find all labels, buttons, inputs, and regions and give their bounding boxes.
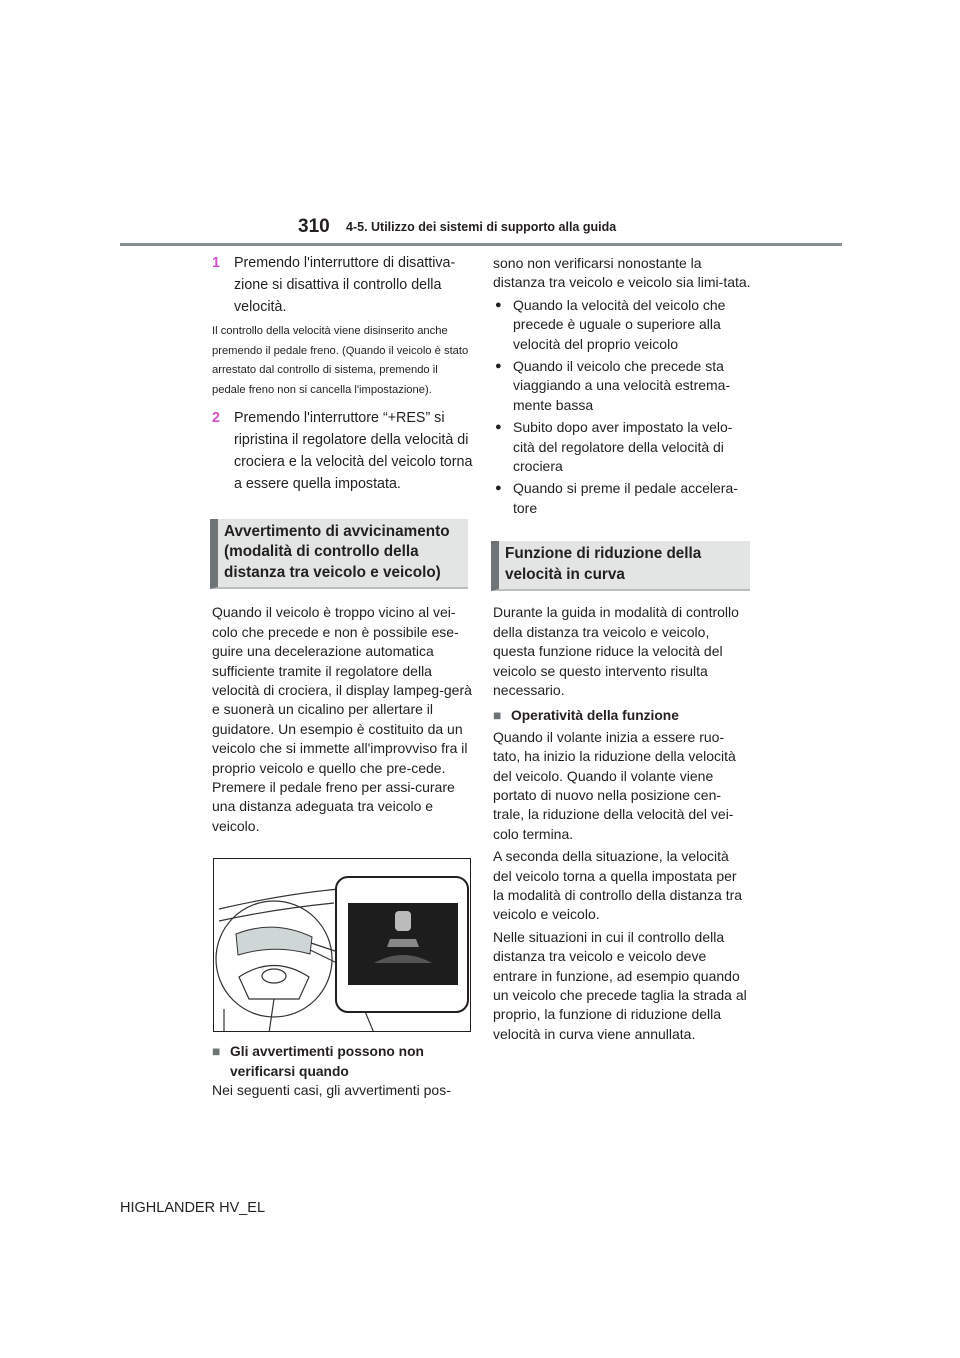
section-heading-curve-speed: Funzione di riduzione della velocità in curva <box>491 541 750 591</box>
steering-wheel-display-icon <box>214 859 471 1032</box>
left-column <box>212 252 474 1100</box>
footer-model: HIGHLANDER HV_EL <box>120 1200 266 1216</box>
step-number: 1 <box>212 255 220 271</box>
subheading-operation: ■ Operatività della funzione <box>493 706 751 725</box>
subheading-warnings: ■ Gli avvertimenti possono non verificarsi quando <box>212 1042 474 1081</box>
step-text: Premendo l'interruttore di disattiva-zione si disattiva il controllo della velocità. <box>234 255 456 315</box>
paragraph: Quando il volante inizia a essere ruo-tato, ha inizio la riduzione della velocità del veicolo. Quando il volante viene portato di nuovo nella posizione cen-trale, la riduzione della velocità del vei-colo termina. <box>493 728 736 842</box>
bullet-icon: ● <box>495 482 502 495</box>
paragraph: Nelle situazioni in cui il controllo della distanza tra veicolo e veicolo deve entrare in funzione, ad esempio quando un veicolo che precede taglia la strada al proprio, la funzione di riduzione della velocità in curva viene annullata. <box>493 928 747 1042</box>
section-heading-approach-warning: Avvertimento di avvicinamento (modalità di controllo della distanza tra veicolo e veicolo) <box>210 519 468 590</box>
bullet-icon: ● <box>495 421 502 434</box>
bullet-item: ● Quando la velocità del veicolo che precede è uguale o superiore alla velocità del proprio veicolo <box>493 296 751 354</box>
bullet-icon: ● <box>495 298 502 311</box>
square-bullet-icon: ■ <box>212 1044 221 1060</box>
step-1 <box>212 252 474 318</box>
paragraph: Durante la guida in modalità di controllo della distanza tra veicolo e veicolo, questa funzione riduce la velocità del veicolo se questo intervento risulta necessario. <box>493 604 739 698</box>
bullet-item: ● Quando si preme il pedale accelera-tore <box>493 479 751 518</box>
paragraph: Quando il veicolo è troppo vicino al vei-colo che precede e non è possibile ese-guire una decelerazione automatica sufficiente tramite il regolatore della velocità di crociera, il display lampeg-gerà e suonerà un cicalino per allertare il guidatore. Un esempio è costituito da un veicolo che si immette all'improvviso fra il proprio veicolo e quello che pre-cede. Premere il pedale freno per assi-curare una distanza adeguata tra veicolo e veicolo. <box>212 604 472 834</box>
step-2 <box>212 407 474 495</box>
paragraph: sono non verificarsi nonostante la distanza tra veicolo e veicolo sia limi-tata. <box>493 255 751 291</box>
dashboard-illustration <box>213 858 471 1032</box>
section-title: 4-5. Utilizzo dei sistemi di supporto alla guida <box>346 220 617 234</box>
bullet-item: ● Subito dopo aver impostato la velo-cità del regolatore della velocità di crociera <box>493 418 751 476</box>
header-divider <box>120 243 842 246</box>
step-number: 2 <box>212 409 220 426</box>
bullet-item: ● Quando il veicolo che precede sta viaggiando a una velocità estrema-mente bassa <box>493 357 751 415</box>
square-bullet-icon: ■ <box>493 708 502 724</box>
bullet-icon: ● <box>495 360 502 373</box>
paragraph: A seconda della situazione, la velocità del veicolo torna a quella impostata per la modalità di controllo della distanza tra veicolo e veicolo. <box>493 848 743 923</box>
page-number: 310 <box>298 216 330 237</box>
right-column <box>493 254 751 1044</box>
note: Il controllo della velocità viene disinserito anche premendo il pedale freno. (Quando il veicolo è stato arrestato dal controllo di sistema, premendo il pedale freno non si cancella l'impostazione). <box>212 325 469 397</box>
paragraph: Nei seguenti casi, gli avvertimenti pos- <box>212 1082 451 1098</box>
step-text: Premendo l'interruttore “+RES” si ripristina il regolatore della velocità di crociera e la velocità del veicolo torna a essere quella impostata. <box>234 409 473 492</box>
